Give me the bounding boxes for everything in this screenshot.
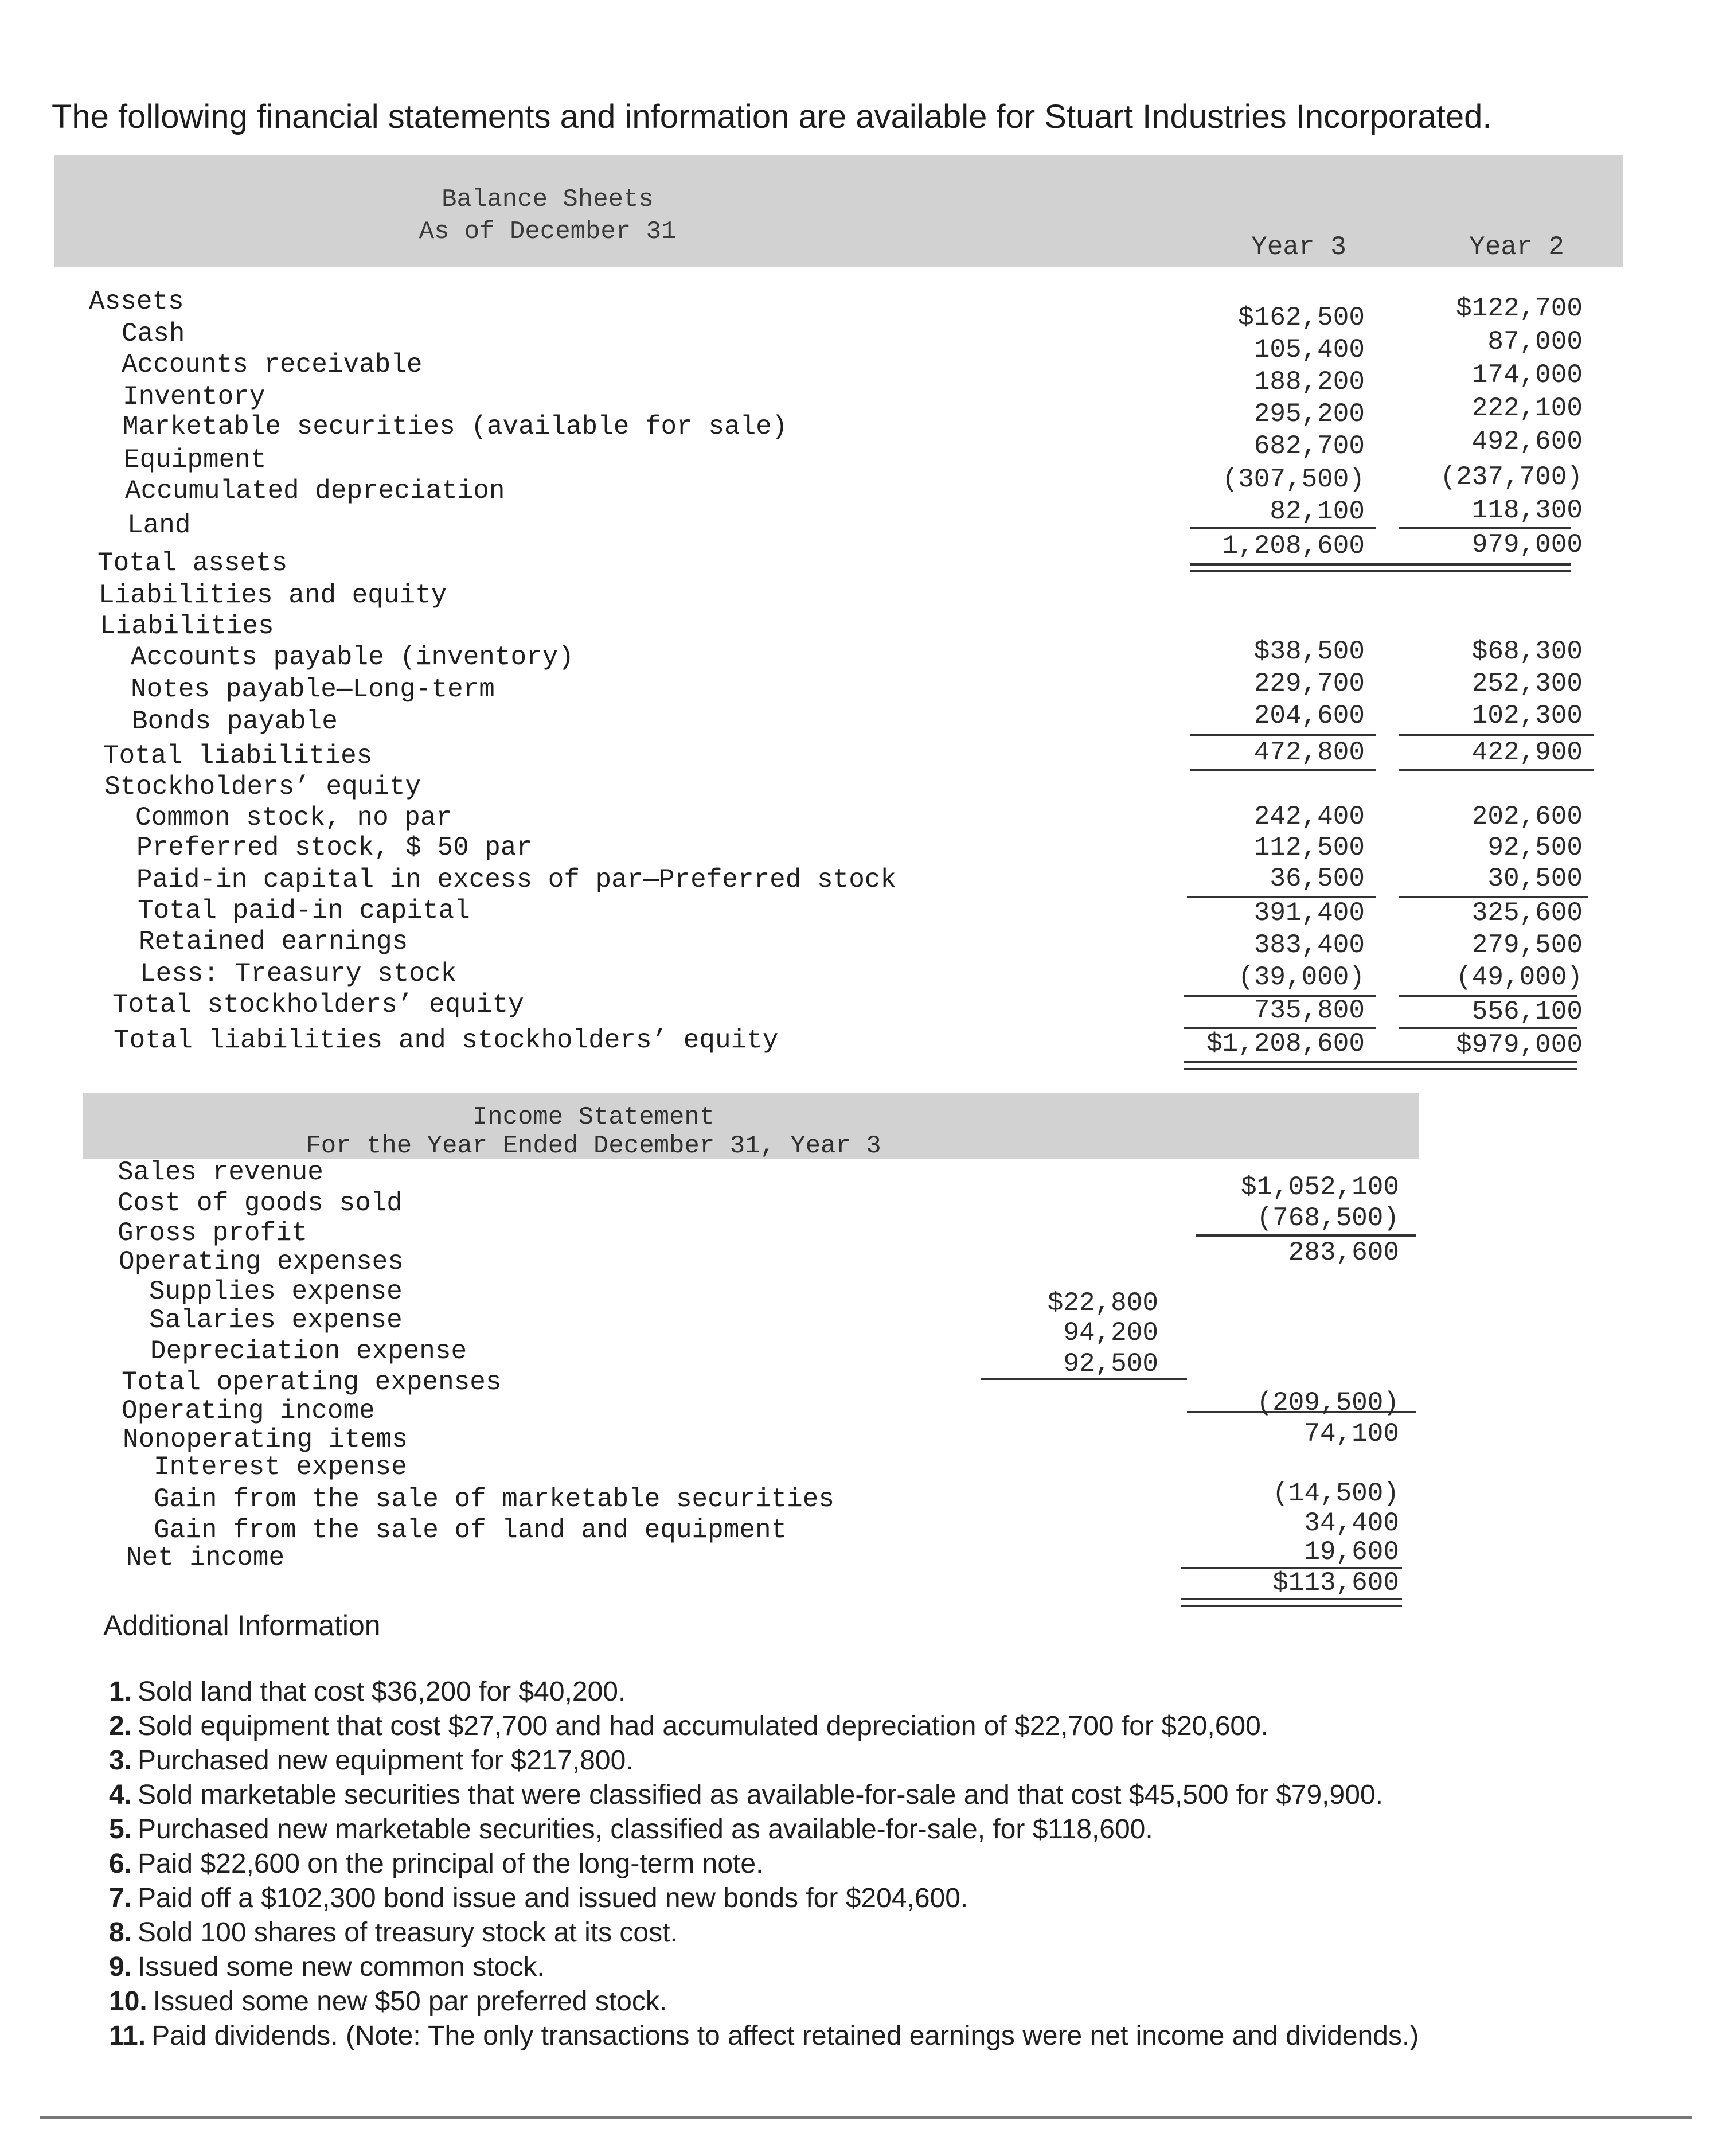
- row-label-total-liabilities: Total liabilities: [103, 741, 373, 771]
- row-label-salaries: Salaries expense: [149, 1305, 403, 1335]
- info-item-11: 11. Paid dividends. (Note: The only transactions to affect retained earnings were net income and dividends.): [109, 2021, 1419, 2051]
- total-le-double-rule: [1184, 1061, 1577, 1070]
- row-label-gain-land: Gain from the sale of land and equipment: [154, 1515, 787, 1545]
- gain-land-value: 19,600: [1304, 1537, 1399, 1567]
- op-income-value: 74,100: [1304, 1419, 1399, 1449]
- row-label-treasury: Less: Treasury stock: [140, 959, 457, 989]
- accum-dep-year3: (307,500): [1222, 465, 1365, 494]
- row-label-total-opex: Total operating expenses: [122, 1367, 502, 1397]
- row-label-securities: Marketable securities (available for sale): [123, 412, 788, 442]
- interest-value: (14,500): [1272, 1479, 1399, 1508]
- total-assets-year2: 979,000: [1471, 530, 1583, 560]
- row-label-notes: Notes payable—Long-term: [131, 675, 495, 704]
- info-item-10: 10. Issued some new $50 par preferred stock.: [109, 1986, 667, 2017]
- treasury-year2: (49,000): [1456, 962, 1583, 992]
- income-statement-title-block: [83, 1103, 1104, 1160]
- total-pic-year3: 391,400: [1253, 898, 1365, 928]
- land-year3: 82,100: [1270, 497, 1365, 527]
- row-label-preferred: Preferred stock, $ 50 par: [136, 833, 533, 863]
- salaries-value: 94,200: [1063, 1318, 1158, 1348]
- total-liabilities-year3: 472,800: [1253, 738, 1365, 767]
- col-head-year2: Year 2: [1469, 232, 1564, 262]
- total-liabilities-rule-year2: [1399, 769, 1594, 771]
- bonds-year2: 102,300: [1471, 701, 1583, 731]
- balance-sheet-subtitle: As of December 31: [419, 217, 677, 246]
- total-assets-year3: 1,208,600: [1222, 531, 1365, 561]
- row-label-bonds: Bonds payable: [132, 707, 338, 736]
- ar-year2: 87,000: [1487, 327, 1583, 357]
- net-income-double-rule: [1181, 1598, 1402, 1607]
- sales-value: $1,052,100: [1240, 1172, 1399, 1202]
- opex-subtotal-rule: [981, 1378, 1187, 1380]
- income-statement-title: Income Statement: [472, 1103, 715, 1132]
- row-label-retained: Retained earnings: [139, 927, 408, 957]
- securities-year2: 222,100: [1471, 393, 1583, 423]
- cash-year3: $162,500: [1238, 303, 1365, 333]
- total-equity-year3: 735,800: [1253, 996, 1365, 1026]
- intro-text: The following financial statements and information are available for Stuart Industries Incorporated.: [52, 98, 1492, 135]
- treasury-year3: (39,000): [1238, 962, 1365, 992]
- land-year2: 118,300: [1471, 496, 1583, 525]
- notes-year2: 252,300: [1471, 669, 1583, 699]
- equipment-year3: 682,700: [1253, 431, 1365, 461]
- row-label-interest: Interest expense: [154, 1452, 407, 1482]
- notes-year3: 229,700: [1253, 669, 1365, 699]
- row-label-gain-securities: Gain from the sale of marketable securities: [154, 1484, 834, 1514]
- row-label-net-income: Net income: [126, 1543, 285, 1573]
- total-equity-year2: 556,100: [1471, 997, 1583, 1027]
- assets-subtotal-rule-year2: [1399, 527, 1571, 529]
- balance-sheet-header: [54, 155, 1623, 267]
- info-item-3: 3. Purchased new equipment for $217,800.: [109, 1745, 634, 1776]
- apic-year2: 30,500: [1487, 864, 1583, 894]
- row-label-sales: Sales revenue: [118, 1157, 323, 1187]
- cash-year2: $122,700: [1456, 294, 1583, 323]
- row-label-equipment: Equipment: [124, 445, 267, 475]
- info-item-1: 1. Sold land that cost $36,200 for $40,200.: [109, 1677, 626, 1707]
- info-item-7: 7. Paid off a $102,300 bond issue and issued new bonds for $204,600.: [109, 1883, 968, 1913]
- row-label-land: Land: [127, 510, 191, 540]
- row-label-common: Common stock, no par: [135, 803, 452, 833]
- equity-heading: Stockholders’ equity: [104, 772, 421, 802]
- additional-info-list: [109, 1675, 1692, 2053]
- bottom-frame-border: [40, 2116, 1692, 2119]
- row-label-supplies: Supplies expense: [149, 1277, 403, 1307]
- income-statement-header: [83, 1093, 1419, 1159]
- preferred-year2: 92,500: [1487, 833, 1583, 863]
- info-item-2: 2. Sold equipment that cost $27,700 and had accumulated depreciation of $22,700 for $20,600.: [109, 1711, 1269, 1741]
- cogs-value: (768,500): [1256, 1203, 1399, 1233]
- opex-heading: Operating expenses: [119, 1247, 404, 1277]
- row-label-cash: Cash: [122, 319, 185, 349]
- total-equity-rule-year2: [1399, 1027, 1577, 1029]
- liabilities-rule-year3: [1190, 734, 1376, 736]
- ar-year3: 105,400: [1253, 335, 1365, 365]
- col-head-year3: Year 3: [1251, 232, 1346, 262]
- apic-year3: 36,500: [1270, 864, 1365, 894]
- accum-dep-year2: (237,700): [1440, 462, 1583, 492]
- additional-info-title: Additional Information: [103, 1609, 381, 1642]
- row-label-total-le: Total liabilities and stockholders’ equity: [114, 1026, 779, 1055]
- inventory-year3: 188,200: [1253, 367, 1365, 397]
- info-item-4: 4. Sold marketable securities that were classified as available-for-sale and that cost $45,500 for $79,900.: [109, 1780, 1383, 1810]
- total-le-year2: $979,000: [1456, 1030, 1583, 1060]
- balance-sheet-title: Balance Sheets: [442, 185, 654, 214]
- total-liabilities-rule-year3: [1190, 769, 1376, 771]
- info-item-8: 8. Sold 100 shares of treasury stock at its cost.: [109, 1917, 678, 1948]
- balance-sheet-title-block: [54, 184, 1041, 248]
- equipment-year2: 492,600: [1471, 427, 1583, 457]
- gross-value: 283,600: [1288, 1238, 1399, 1268]
- row-label-accum-dep: Accumulated depreciation: [125, 476, 505, 506]
- bonds-year3: 204,600: [1253, 701, 1365, 731]
- row-label-ap: Accounts payable (inventory): [131, 642, 574, 672]
- info-item-9: 9. Issued some new common stock.: [109, 1952, 545, 1982]
- income-statement-subtitle: For the Year Ended December 31, Year 3: [306, 1132, 881, 1160]
- ap-year3: $38,500: [1253, 637, 1365, 666]
- row-label-apic: Paid-in capital in excess of par—Preferred stock: [136, 865, 897, 895]
- total-le-year3: $1,208,600: [1206, 1029, 1365, 1059]
- info-item-5: 5. Purchased new marketable securities, classified as available-for-sale, for $118,600.: [109, 1814, 1153, 1845]
- row-label-op-income: Operating income: [122, 1396, 375, 1426]
- retained-year3: 383,400: [1253, 930, 1365, 960]
- liabilities-rule-year2: [1399, 734, 1594, 736]
- row-label-inventory: Inventory: [123, 382, 265, 412]
- ap-year2: $68,300: [1471, 637, 1583, 666]
- depreciation-value: 92,500: [1063, 1349, 1158, 1379]
- gain-securities-value: 34,400: [1304, 1508, 1399, 1538]
- total-opex-value: (209,500): [1256, 1388, 1399, 1418]
- row-label-cogs: Cost of goods sold: [118, 1188, 403, 1218]
- row-label-gross: Gross profit: [118, 1218, 308, 1248]
- gross-profit-rule: [1196, 1234, 1416, 1237]
- net-income-value: $113,600: [1272, 1568, 1399, 1598]
- total-liabilities-year2: 422,900: [1471, 738, 1583, 767]
- liabilities-equity-heading: Liabilities and equity: [99, 580, 447, 610]
- common-year2: 202,600: [1471, 802, 1583, 832]
- assets-heading: Assets: [89, 287, 184, 317]
- row-label-total-pic: Total paid-in capital: [138, 896, 470, 926]
- info-item-6: 6. Paid $22,600 on the principal of the long-term note.: [109, 1849, 764, 1879]
- securities-year3: 295,200: [1253, 399, 1365, 429]
- assets-subtotal-rule-year3: [1190, 527, 1376, 529]
- liabilities-heading: Liabilities: [100, 611, 274, 641]
- total-pic-year2: 325,600: [1471, 898, 1583, 928]
- row-label-ar: Accounts receivable: [122, 350, 423, 380]
- supplies-value: $22,800: [1047, 1288, 1158, 1318]
- row-label-total-equity: Total stockholders’ equity: [112, 990, 524, 1020]
- row-label-total-assets: Total assets: [97, 548, 288, 578]
- inventory-year2: 174,000: [1471, 360, 1583, 390]
- preferred-year3: 112,500: [1253, 833, 1365, 863]
- row-label-depreciation: Depreciation expense: [150, 1336, 467, 1366]
- nonop-heading: Nonoperating items: [123, 1425, 408, 1455]
- total-assets-double-rule: [1190, 563, 1571, 572]
- retained-year2: 279,500: [1471, 930, 1583, 960]
- common-year3: 242,400: [1253, 802, 1365, 832]
